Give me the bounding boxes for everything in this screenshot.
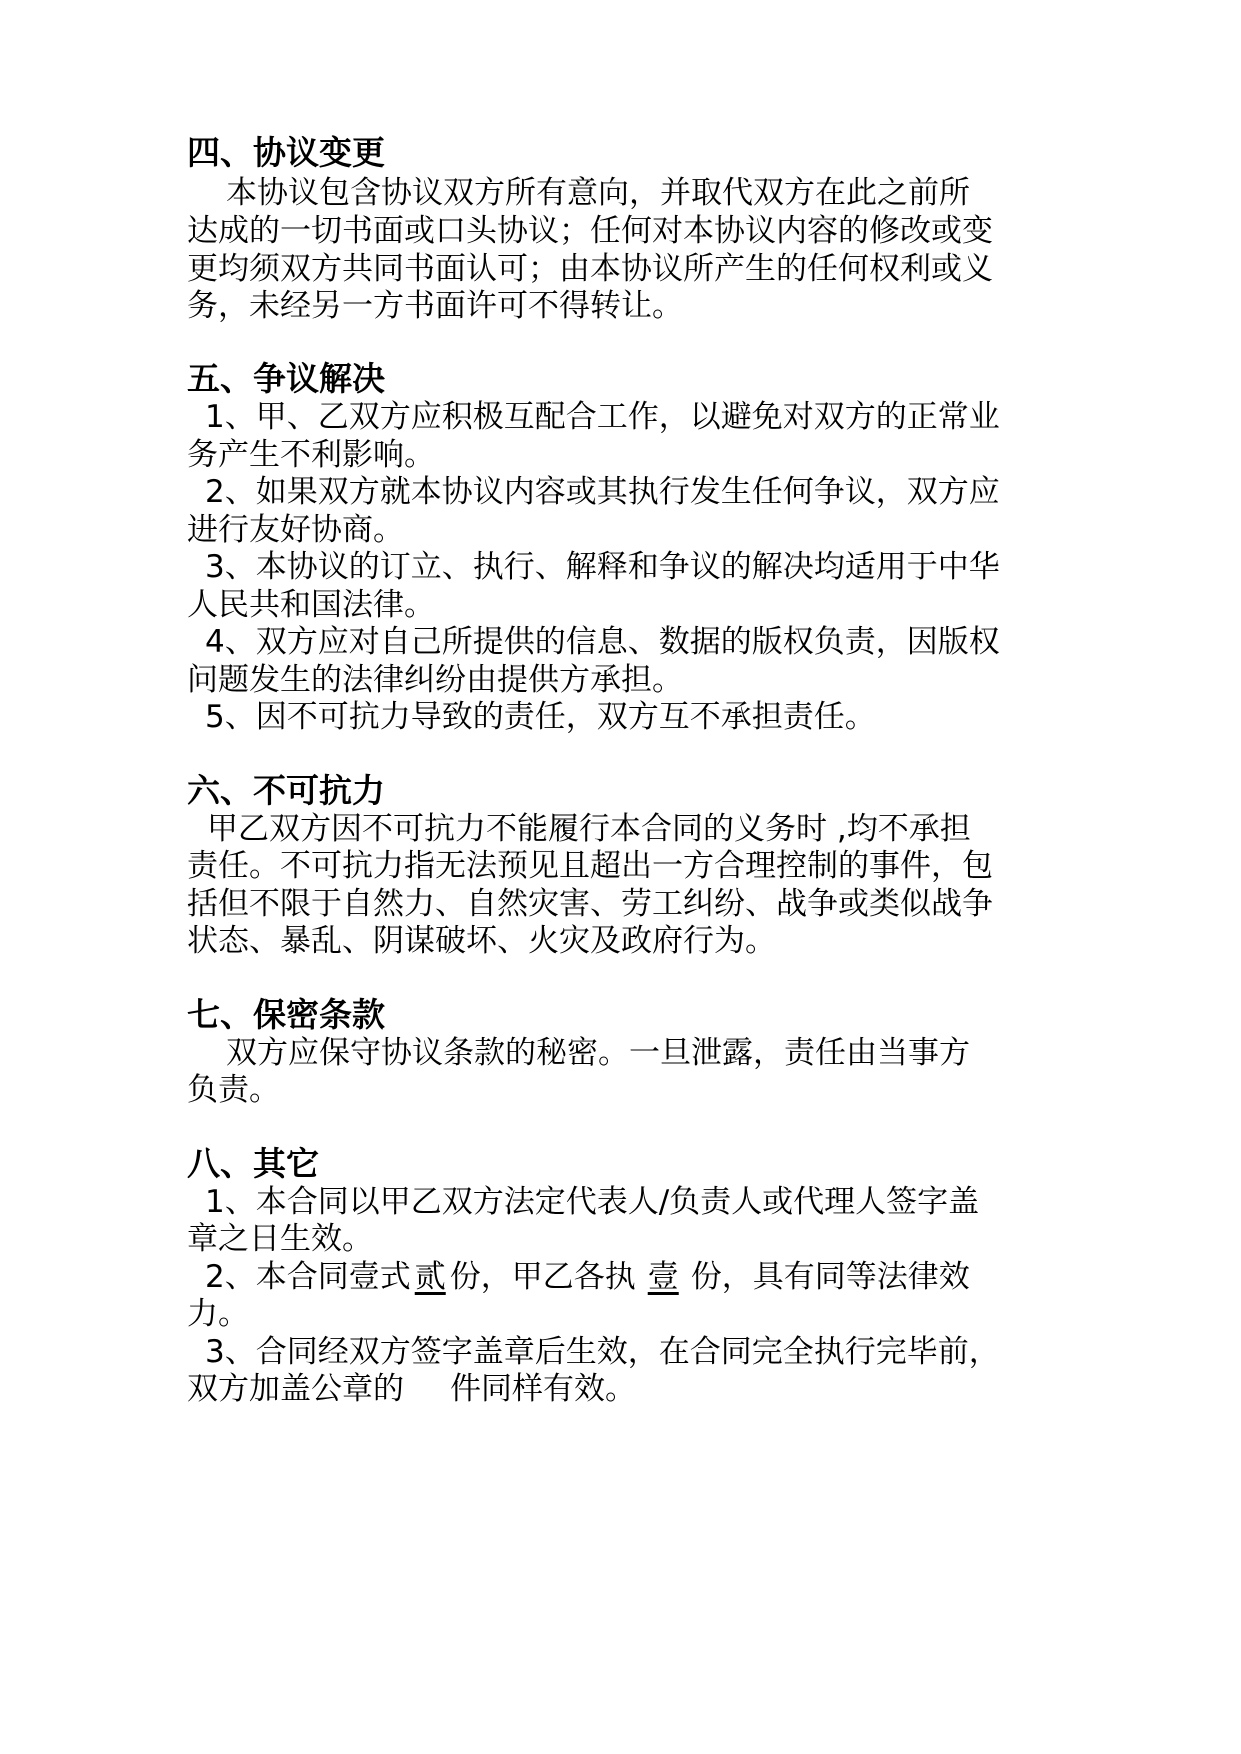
section-8-line: 章之日生效。 — [187, 1221, 373, 1257]
section-5-line: 5、因不可抗力导致的责任，双方互不承担责任。 — [205, 699, 876, 735]
section-4-line: 更均须双方共同书面认可；由本协议所产生的任何权利或义 — [187, 251, 993, 287]
section-7-heading: 七、保密条款 — [187, 995, 385, 1034]
section-4-line: 务，未经另一方书面许可不得转让。 — [187, 288, 683, 324]
section-5-line: 人民共和国法律。 — [187, 587, 435, 623]
section-5-line: 4、双方应对自己所提供的信息、数据的版权负责，因版权 — [205, 624, 1000, 660]
section-5-heading: 五、争议解决 — [187, 359, 385, 398]
section-6-line: 括但不限于自然力、自然灾害、劳工纠纷、战争或类似战争 — [187, 886, 993, 922]
copies-text-c: 份，具有同等法律效 — [690, 1259, 970, 1295]
section-8-seal-line — [187, 1368, 636, 1410]
copies-text-b: 份，甲乙各执 — [449, 1259, 636, 1295]
section-4-line: 达成的一切书面或口头协议；任何对本协议内容的修改或变 — [187, 213, 993, 249]
section-4-line: 本协议包含协议双方所有意向，并取代双方在此之前所 — [226, 175, 970, 211]
section-5-line: 1、甲、乙双方应积极互配合工作，以避免对双方的正常业 — [205, 399, 1000, 435]
section-6-heading: 六、不可抗力 — [187, 771, 385, 810]
section-5-line: 3、本协议的订立、执行、解释和争议的解决均适用于中华 — [205, 549, 1000, 585]
seal-text-b: 件同样有效。 — [450, 1371, 636, 1407]
section-5-line: 2、如果双方就本协议内容或其执行发生任何争议，双方应 — [205, 474, 1000, 510]
section-8-copies-line — [205, 1256, 970, 1298]
section-8-line: 3、合同经双方签字盖章后生效，在合同完全执行完毕前， — [205, 1334, 1000, 1370]
copies-each-blank: 壹 — [647, 1259, 679, 1295]
copies-total-blank: 贰 — [414, 1259, 446, 1295]
section-8-line: 1、本合同以甲乙双方法定代表人/负责人或代理人签字盖 — [205, 1184, 980, 1220]
section-7-line: 负责。 — [187, 1072, 280, 1108]
section-6-line: 甲乙双方因不可抗力不能履行本合同的义务时 ,均不承担 — [207, 811, 971, 847]
section-8-line: 力。 — [187, 1296, 249, 1332]
section-4-heading: 四、协议变更 — [187, 133, 385, 172]
section-7-line: 双方应保守协议条款的秘密。一旦泄露，责任由当事方 — [226, 1035, 970, 1071]
section-5-line: 务产生不利影响。 — [187, 437, 435, 473]
section-6-line: 状态、暴乱、阴谋破坏、火灾及政府行为。 — [187, 923, 776, 959]
section-6-line: 责任。不可抗力指无法预见且超出一方合理控制的事件，包 — [187, 848, 993, 884]
copies-text-a: 2、本合同壹式 — [205, 1259, 411, 1295]
section-5-line: 进行友好协商。 — [187, 512, 404, 548]
section-5-line: 问题发生的法律纠纷由提供方承担。 — [187, 662, 683, 698]
section-8-heading: 八、其它 — [187, 1144, 319, 1183]
seal-text-a: 双方加盖公章的 — [187, 1371, 404, 1407]
